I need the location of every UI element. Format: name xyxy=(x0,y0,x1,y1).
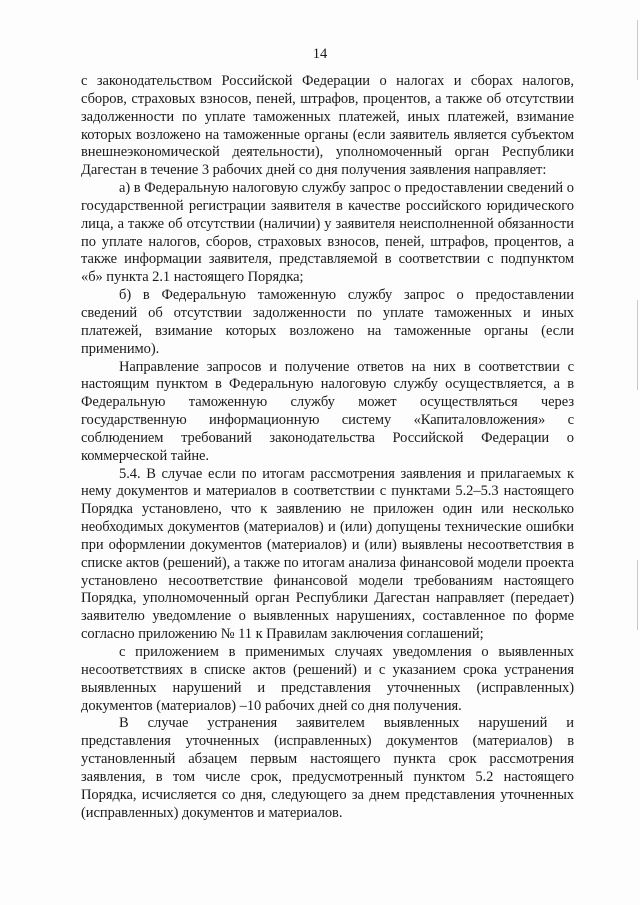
page-number: 14 xyxy=(312,46,328,62)
paragraph-subitem-b: б) в Федеральную таможенную службу запрос о предоставлении сведений об отсутствии задолженности по уплате таможенных и иных платежей, взимание которых возложено на таможенные органы (если применимо). xyxy=(81,287,574,357)
document-body xyxy=(81,73,574,822)
paragraph-correction: В случае устранения заявителем выявленных нарушений и представления уточненных (исправленных) документов (материалов) в установленный абзацем первым настоящего пункта срок рассмотрения заявления, в том числе срок, предусмотренный пунктом 5.2 настоящего Порядка, исчисляется со дня, следующего за днем представления уточненных (исправленных) документов и материалов. xyxy=(81,715,574,821)
scan-edge-mark xyxy=(637,560,638,630)
paragraph-clause-5-4: 5.4. В случае если по итогам рассмотрения заявления и прилагаемых к нему документов и материалов в соответствии с пунктами 5.2–5.3 настоящего Порядка установлено, что к заявлению не приложен один или несколько необходимых документов (материалов) и (или) допущены технические ошибки при оформлении документов (материалов) и (или) выявлены несоответствия в списке актов (решений), а также по итогам анализа финансовой модели проекта установлено несоответствие финансовой модели требованиям настоящего Порядка, уполномоченный орган Республики Дагестан направляет (передает) заявителю уведомление о выявленных нарушениях, составленное по форме согласно приложению № 11 к Правилам заключения соглашений; xyxy=(81,465,574,643)
paragraph-continuation: с законодательством Российской Федерации о налогах и сборах налогов, сборов, страховых взносов, пеней, штрафов, процентов, а также об отсутствии задолженности по уплате таможенных платежей, иных платежей, взимание которых возложено на таможенные органы (если заявитель является субъектом внешнеэкономической деятельности), уполномоченный орган Республики Дагестан в течение 3 рабочих дней со дня получения заявления направляет: xyxy=(81,73,574,179)
scan-edge-mark xyxy=(637,20,638,80)
paragraph-requests: Направление запросов и получение ответов на них в соответствии с настоящим пунктом в Федеральную налоговую службу осуществляется, а в Федеральную таможенную службу может осуществляться через государственную информационную систему «Капиталовложения» с соблюдением требований законодательства Российской Федерации о коммерческой тайне. xyxy=(81,358,574,464)
scan-edge-mark xyxy=(637,300,638,390)
paragraph-subitem-a: а) в Федеральную налоговую службу запрос о предоставлении сведений о государственной регистрации заявителя в качестве российского юридического лица, а также об отсутствии (наличии) у заявителя неисполненной обязанности по уплате налогов, сборов, страховых взносов, пеней, штрафов, процентов, а также информации заявителя, представляемой в соответствии с подпунктом «б» пункта 2.1 настоящего Порядка; xyxy=(81,180,574,286)
paragraph-attachment: с приложением в применимых случаях уведомления о выявленных несоответствиях в списке актов (решений) и с указанием срока устранения выявленных нарушений и представления уточненных (исправленных) документов (материалов) –10 рабочих дней со дня получения. xyxy=(81,644,574,714)
